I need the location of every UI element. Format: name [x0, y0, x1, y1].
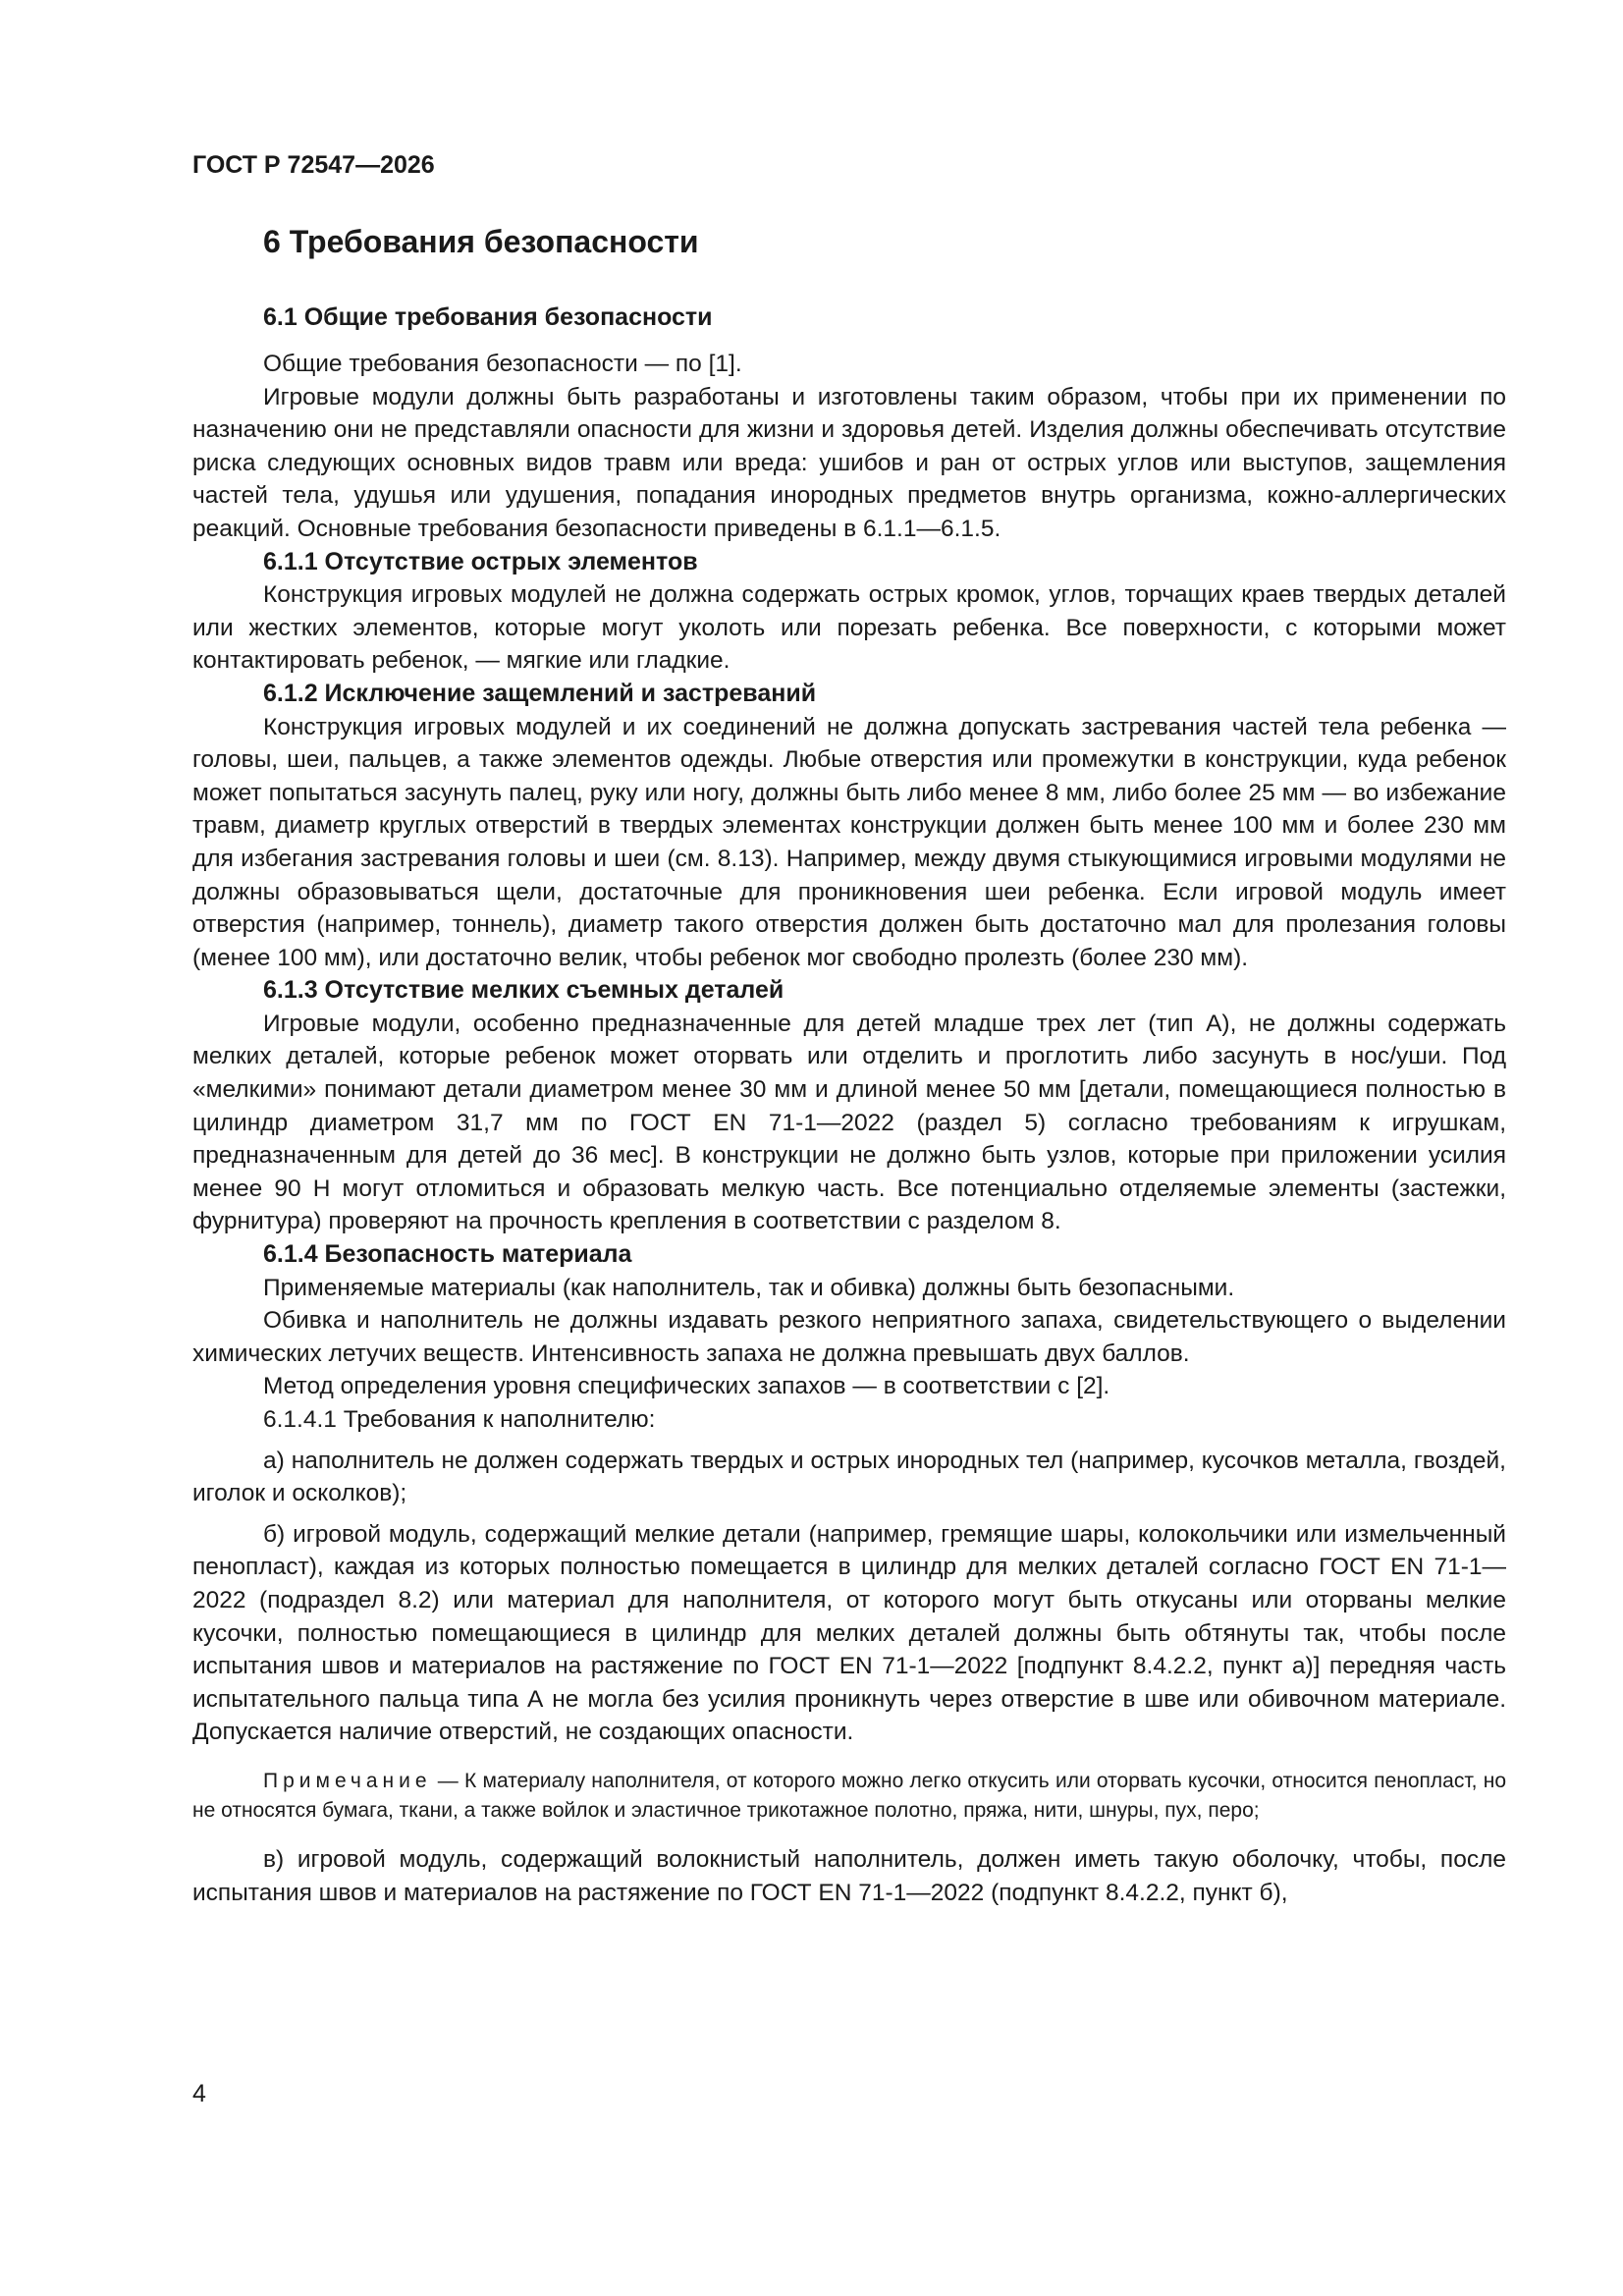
paragraph: Игровые модули должны быть разработаны и изготовлены таким образом, чтобы при их применении по назначению они не представляли опасности для жизни и здоровья детей. Изделия должны обеспечивать отсутствие риска следующих основных видов травм или вреда: ушибов и ран от острых углов или выступов, защемления частей тела, удушья или удушения, попадания инородных предметов внутрь организма, кожно-аллергических реакций. Основные требования безопасности приведены в 6.1.1—6.1.5.	[192, 383, 1506, 542]
paragraph: 6.1.4.1 Требования к наполнителю:	[263, 1406, 656, 1433]
list-item: в) игровой модуль, содержащий волокнистый наполнитель, должен иметь такую оболочку, чтобы, после испытания швов и материалов на растяжение по ГОСТ EN 71-1—2022 (подпункт 8.4.2.2, пункт б),	[192, 1845, 1506, 1906]
list-item: б) игровой модуль, содержащий мелкие детали (например, гремящие шары, колокольчики или измельченный пенопласт), каждая из которых полностью помещается в цилиндр для мелких деталей согласно ГОСТ EN 71-1—2022 (подраздел 8.2) или материал для наполнителя, от которого могут быть откусаны или оторваны мелкие кусочки, полностью помещающиеся в цилиндр для мелких деталей должны быть обтянуты так, чтобы после испытания швов и материалов на растяжение по ГОСТ EN 71-1—2022 [подпункт 8.4.2.2, пункт а)] передняя часть испытательного пальца типа А не могла без усилия проникнуть через отверстие в шве или обивочном материале. Допускается наличие отверстий, не создающих опасности.	[192, 1520, 1506, 1746]
paragraph: Общие требования безопасности — по [1].	[263, 351, 742, 377]
list-item: а) наполнитель не должен содержать твердых и острых инородных тел (например, кусочков металла, гвоздей, иголок и осколков);	[192, 1447, 1506, 1507]
paragraph: Обивка и наполнитель не должны издавать резкого неприятного запаха, свидетельствующего о выделении химических летучих веществ. Интенсивность запаха не должна превышать двух баллов.	[192, 1307, 1506, 1367]
subsection-title: 6.1 Общие требования безопасности	[263, 303, 713, 331]
clause-title-6-1-4: 6.1.4 Безопасность материала	[263, 1240, 632, 1269]
note-label: Примечание	[263, 1769, 432, 1792]
section-title: 6 Требования безопасности	[263, 224, 699, 259]
page-number: 4	[192, 2080, 206, 2107]
note-text: — К материалу наполнителя, от которого можно легко откусить или оторвать кусочки, относится пенопласт, но не относятся бумага, ткани, а также войлок и эластичное трикотажное полотно, пряжа, нити, шнуры, пух, перо;	[192, 1769, 1506, 1822]
document-header: ГОСТ Р 72547—2026	[192, 151, 435, 179]
document-body	[192, 220, 1506, 1909]
paragraph: Метод определения уровня специфических запахов — в соответствии с [2].	[263, 1373, 1110, 1400]
paragraph: Конструкция игровых модулей и их соединений не должна допускать застревания частей тела ребенка — головы, шеи, пальцев, а также элементов одежды. Любые отверстия или промежутки в конструкции, куда ребенок может попытаться засунуть палец, руку или ногу, должны быть либо менее 8 мм, либо более 25 мм — во избежание травм, диаметр круглых отверстий в твердых элементах конструкции должен быть менее 100 мм и более 230 мм для избегания застревания головы и шеи (см. 8.13). Например, между двумя стыкующимися игровыми модулями не должны образовываться щели, достаточные для проникновения шеи ребенка. Если игровой модуль имеет отверстия (например, тоннель), диаметр такого отверстия должен быть достаточно мал для пролезания головы (менее 100 мм), или достаточно велик, чтобы ребенок мог свободно пролезть (более 230 мм).	[192, 713, 1506, 971]
note	[192, 1767, 1506, 1826]
paragraph: Игровые модули, особенно предназначенные для детей младше трех лет (тип А), не должны содержать мелких деталей, которые ребенок может оторвать или отделить и проглотить либо засунуть в нос/уши. Под «мелкими» понимают детали диаметром менее 30 мм и длиной менее 50 мм [детали, помещающиеся полностью в цилиндр диаметром 31,7 мм по ГОСТ EN 71-1—2022 (раздел 5) согласно требованиям к игрушкам, предназначенным для детей до 36 мес]. В конструкции не должно быть узлов, которые при приложении усилия менее 90 Н могут отломиться и образовать мелкую часть. Все потенциально отделяемые элементы (застежки, фурнитура) проверяют на прочность крепления в соответствии с разделом 8.	[192, 1010, 1506, 1235]
clause-title-6-1-2: 6.1.2 Исключение защемлений и застреваний	[263, 679, 817, 707]
paragraph: Конструкция игровых модулей не должна содержать острых кромок, углов, торчащих краев твердых деталей или жестких элементов, которые могут уколоть или порезать ребенка. Все поверхности, с которыми может контактировать ребенок, — мягкие или гладкие.	[192, 581, 1506, 675]
clause-title-6-1-1: 6.1.1 Отсутствие острых элементов	[263, 547, 698, 575]
paragraph: Применяемые материалы (как наполнитель, так и обивка) должны быть безопасными.	[263, 1274, 1235, 1301]
clause-title-6-1-3: 6.1.3 Отсутствие мелких съемных деталей	[263, 976, 784, 1005]
